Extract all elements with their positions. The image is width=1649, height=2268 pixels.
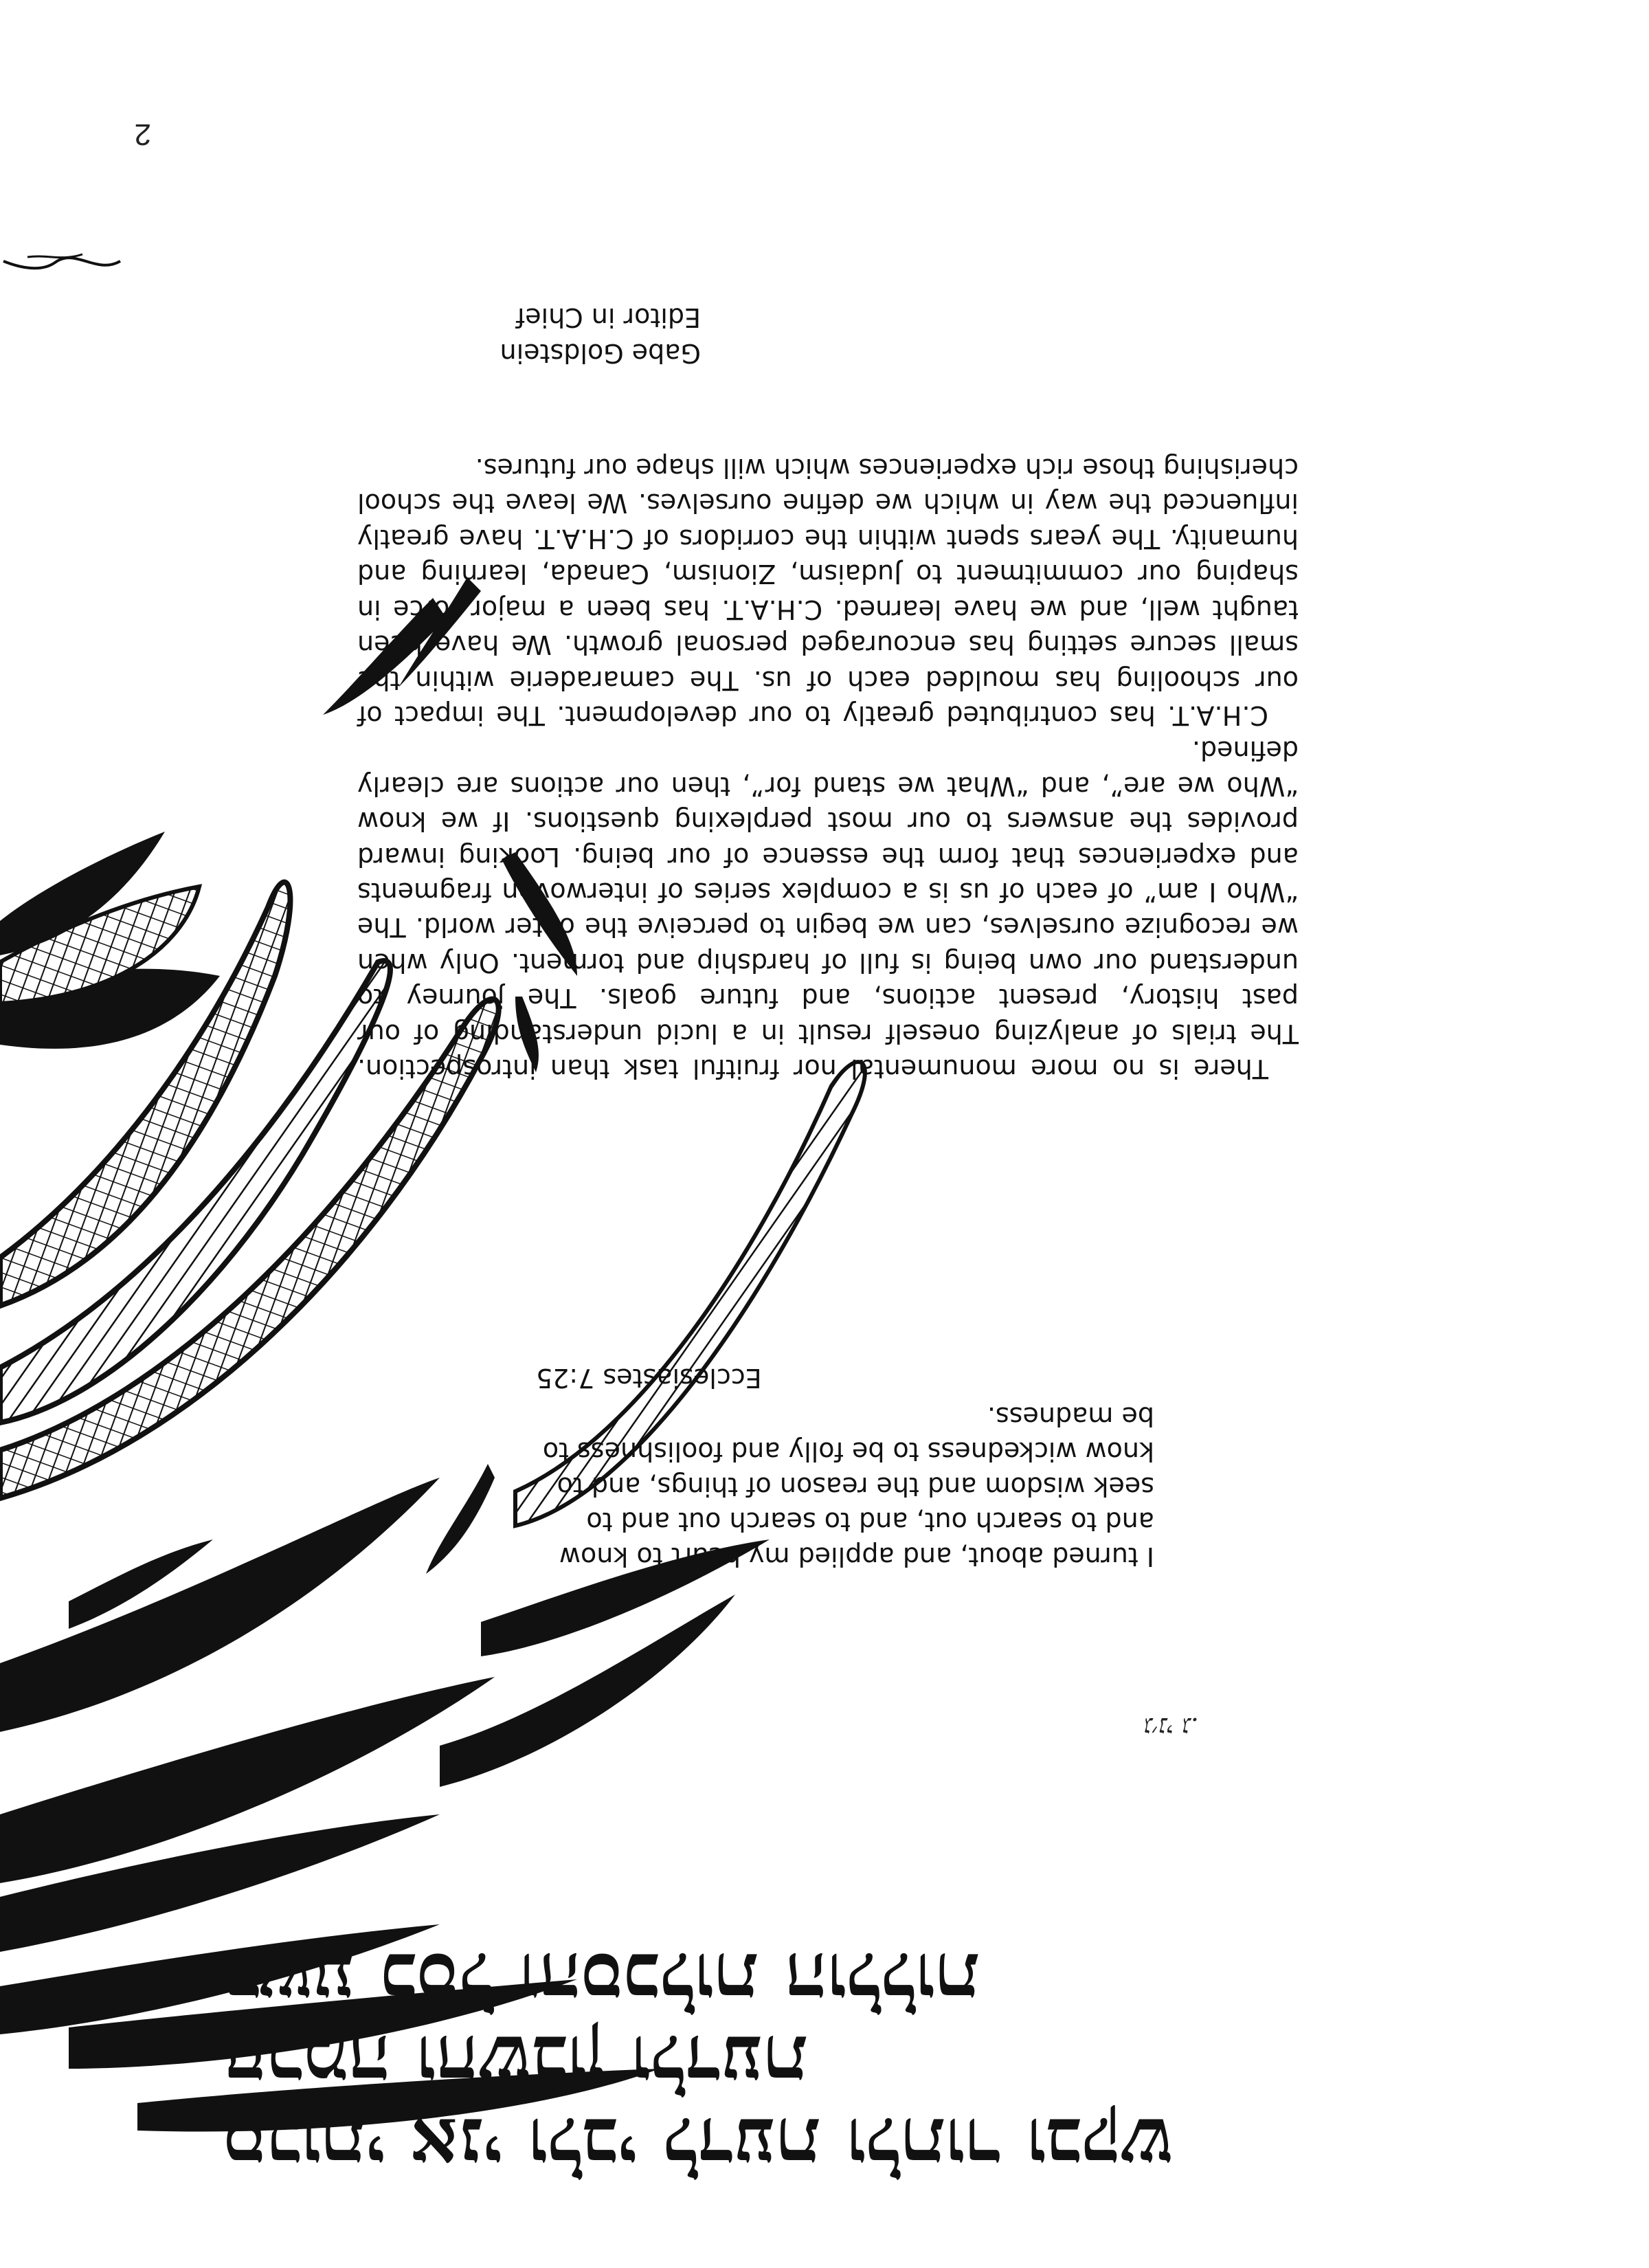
- quote-citation: Ecclesiastes 7:25: [536, 1363, 762, 1393]
- hebrew-calligraphy: [223, 1938, 1439, 2186]
- editor-signature: [289, 300, 701, 371]
- editorial-paragraph: There is no more monumental nor fruitful task than introspection. The trials of analyzing oneself result in a lucid understanding of our past history, present actions, and future goals. The journey to understand our own being is full of hardship and torment. Only when we recognize ourselves, can we begin to perceive the outer world. The “Who I am” of each of us is a complex series of interwoven fragments and experiences that form the essence of our being. Looking inward provides the answers to our most perplexing questions. If we know “Who we are”, and “What we stand for”, then our actions are clearly defined.: [357, 735, 1299, 1084]
- editorial-text: [357, 450, 1299, 1086]
- hebrew-line: חכמה וחשבון ולדעת: [223, 2019, 808, 2105]
- editorial-paragraph: C.H.A.T. has contributed greatly to our development. The impact of our schooling has moulded each of us. The camaraderie within the small secure setting has encouraged personal growth. We have been taught well, and we have learned. C.H.A.T. has been a major force in shaping our commitment to Judaism, Zionism, Canada, learning and humanity. The years spent within the corridors of C.H.A.T. have greatly influenced the way in which we define ourselves. We leave the school cherishing those rich experiences which will shape our futures.: [357, 453, 1299, 731]
- author-title: Editor in Chief: [515, 302, 701, 333]
- scripture-quote: I turned about, and applied my heart to know and to search out, and to search out and to seek wisdom and the reason of things, and to know wickedness to be folly and foolishness to be madness.: [542, 1401, 1154, 1572]
- pen-scribble-mark: [0, 241, 124, 282]
- page-number: 2: [134, 118, 151, 151]
- artist-signature: ג׳ני ג.: [1143, 1712, 1199, 1742]
- hebrew-line: רשע כסל והסכלות הוללות: [223, 1936, 980, 2023]
- hebrew-line: סבותי אני ולבי לדעת ולתור ובקש: [223, 2101, 1174, 2188]
- feather-stroke: [0, 1478, 440, 1732]
- author-name: Gabe Goldstein: [500, 338, 701, 368]
